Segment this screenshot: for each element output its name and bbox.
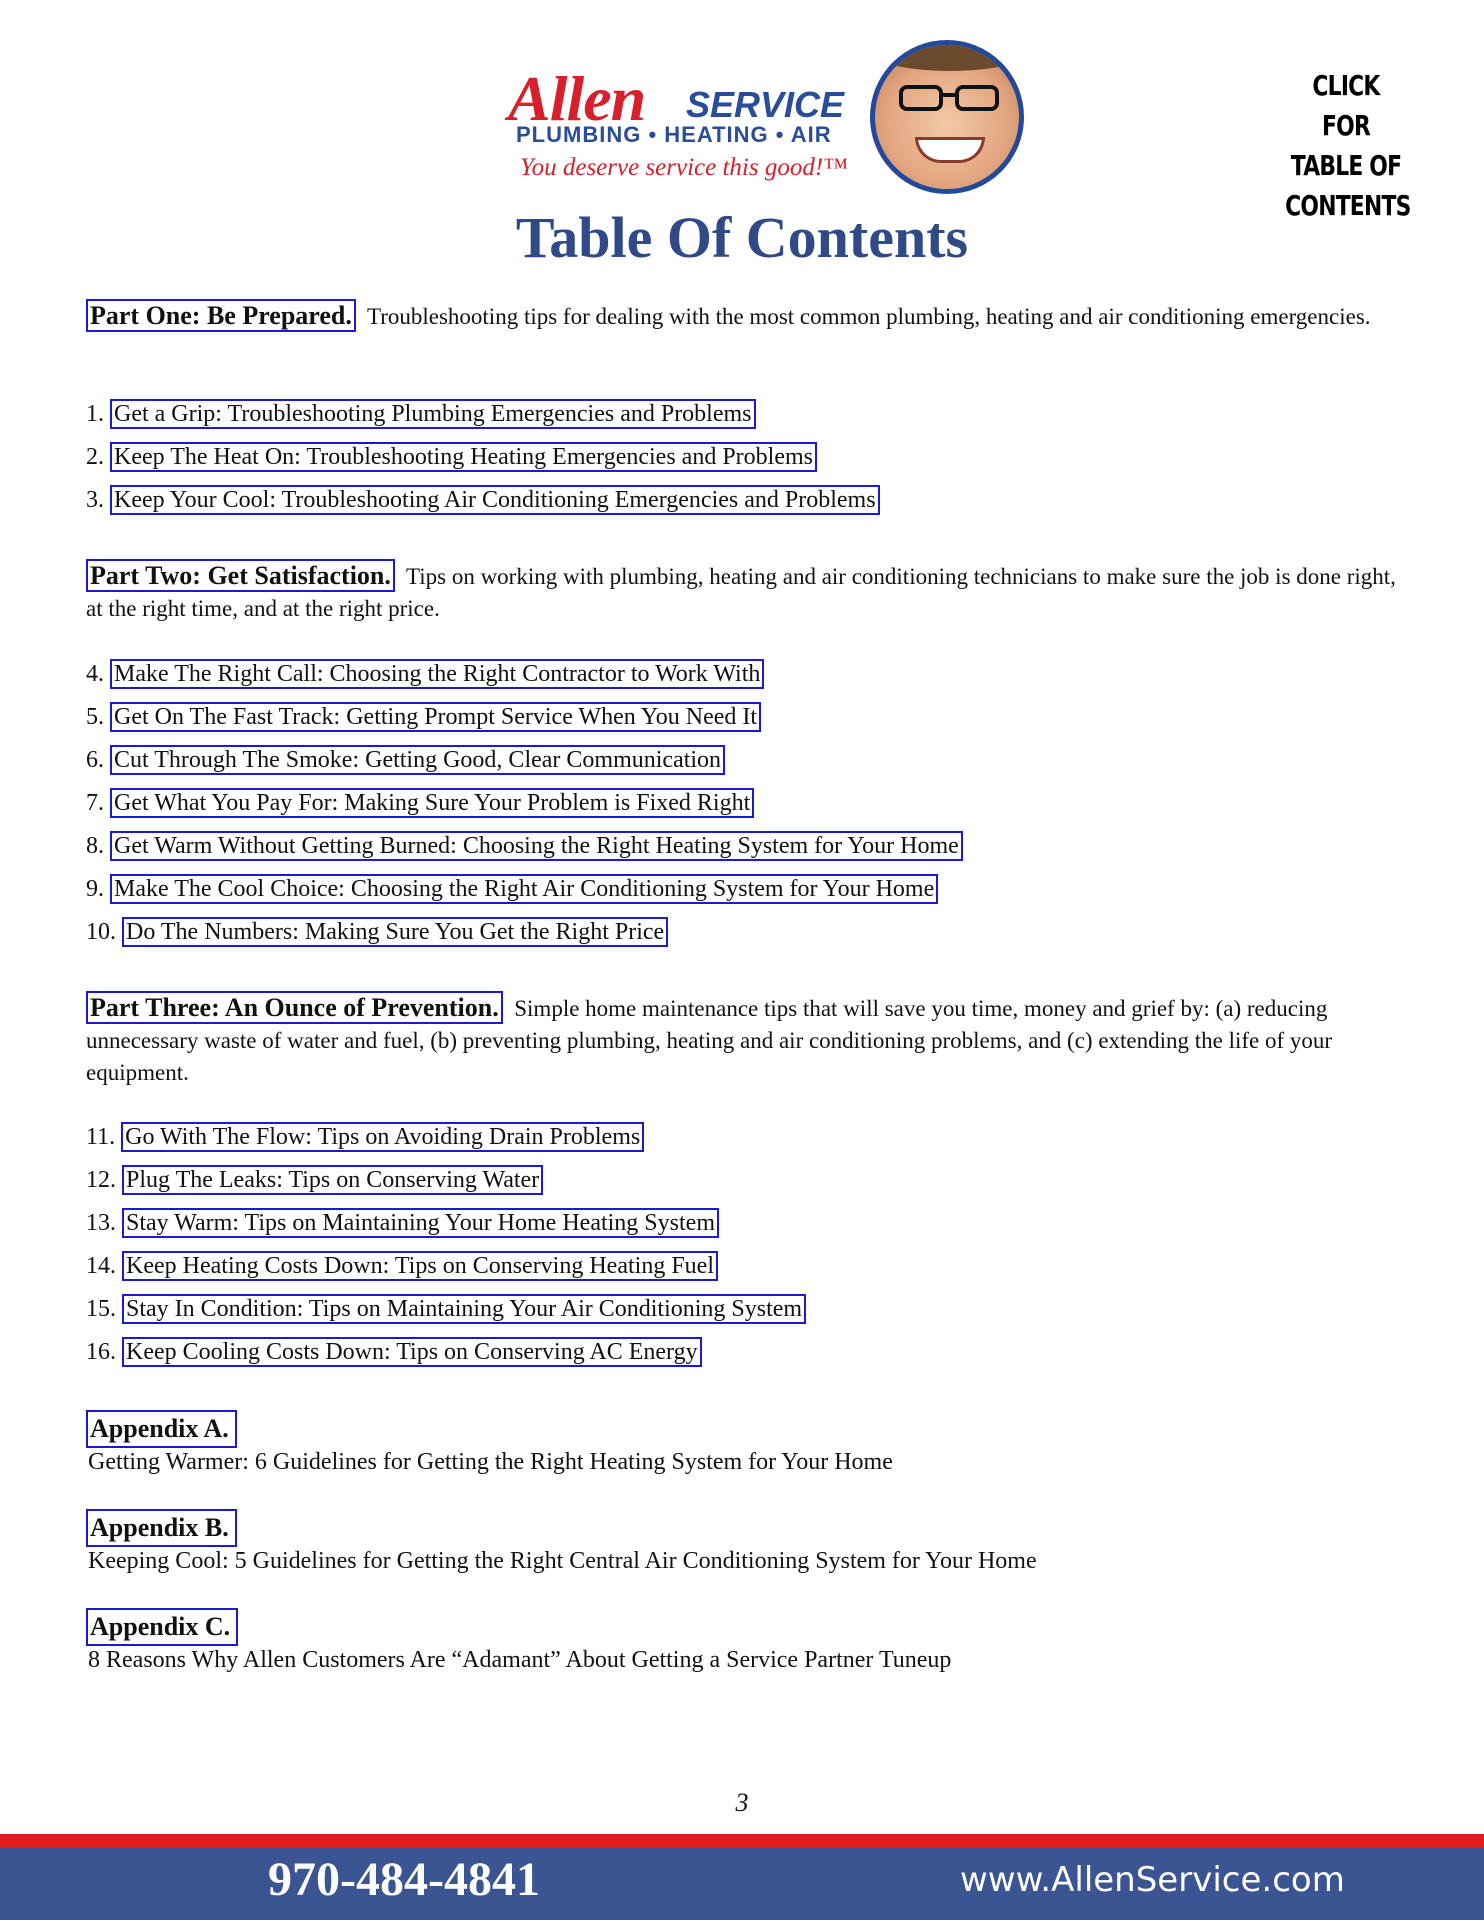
appendix-a-description: Getting Warmer: 6 Guidelines for Getting the Right Heating System for Your Home — [88, 1449, 893, 1475]
appendix-b-description: Keeping Cool: 5 Guidelines for Getting the Right Central Air Conditioning System for Your Home — [88, 1548, 1037, 1574]
part-one-intro — [86, 300, 1406, 333]
table-of-contents-link[interactable]: CLICK FOR TABLE OF CONTENTS — [1285, 69, 1411, 222]
part-three-heading-link[interactable]: Part Three: An Ounce of Prevention. — [86, 991, 503, 1024]
toc-item: 12. Plug The Leaks: Tips on Conserving Water — [86, 1164, 543, 1196]
part-three-description: Simple home maintenance tips that will save you time, money and grief by: (a) reducing unnecessary waste of water and fuel, (b) preventing plumbing, heating and air conditioning problems, and (c) extending the life of your equipment. — [86, 996, 1333, 1085]
glasses-icon — [897, 83, 1001, 113]
toc-item: 4. Make The Right Call: Choosing the Right Contractor to Work With — [86, 658, 764, 690]
toc-item: 10. Do The Numbers: Making Sure You Get the Right Price — [86, 916, 668, 948]
toc-item-link[interactable]: Stay In Condition: Tips on Maintaining Your Air Conditioning System — [122, 1294, 806, 1324]
part-three-intro — [86, 992, 1406, 1089]
toc-item-link[interactable]: Get a Grip: Troubleshooting Plumbing Emergencies and Problems — [110, 399, 756, 429]
logo-tagline: You deserve service this good!™ — [520, 154, 848, 181]
toc-item-link[interactable]: Keep Heating Costs Down: Tips on Conserving Heating Fuel — [122, 1251, 718, 1281]
toc-item-link[interactable]: Keep Your Cool: Troubleshooting Air Conditioning Emergencies and Problems — [110, 485, 880, 515]
toc-item-link[interactable]: Go With The Flow: Tips on Avoiding Drain Problems — [121, 1122, 644, 1152]
toc-item: 3. Keep Your Cool: Troubleshooting Air Conditioning Emergencies and Problems — [86, 484, 880, 516]
toc-item: 11. Go With The Flow: Tips on Avoiding Drain Problems — [86, 1121, 644, 1153]
toc-item: 13. Stay Warm: Tips on Maintaining Your Home Heating System — [86, 1207, 719, 1239]
footer-bar — [0, 1848, 1484, 1920]
toc-item-link[interactable]: Do The Numbers: Making Sure You Get the Right Price — [122, 917, 668, 947]
toc-item-link[interactable]: Stay Warm: Tips on Maintaining Your Home Heating System — [122, 1208, 719, 1238]
footer-accent-stripe — [0, 1834, 1484, 1848]
appendix-a-link[interactable]: Appendix A. — [86, 1410, 237, 1448]
toc-item-link[interactable]: Get On The Fast Track: Getting Prompt Service When You Need It — [110, 702, 761, 732]
logo-brand: Allen — [508, 63, 646, 134]
toc-item-link[interactable]: Make The Right Call: Choosing the Right Contractor to Work With — [110, 659, 764, 689]
logo-service: SERVICE — [686, 84, 845, 125]
phone-number[interactable]: 970-484-4841 — [268, 1853, 540, 1906]
toc-item-link[interactable]: Keep The Heat On: Troubleshooting Heating Emergencies and Problems — [110, 442, 817, 472]
part-two-description: Tips on working with plumbing, heating and air conditioning technicians to make sure the job is done right, at the right time, and at the right price. — [86, 564, 1396, 621]
appendix-b-link[interactable]: Appendix B. — [86, 1509, 237, 1547]
part-one-description: Troubleshooting tips for dealing with the most common plumbing, heating and air conditioning emergencies. — [366, 304, 1371, 329]
toc-item-link[interactable]: Cut Through The Smoke: Getting Good, Clear Communication — [110, 745, 725, 775]
appendix-c-description: 8 Reasons Why Allen Customers Are “Adamant” About Getting a Service Partner Tuneup — [88, 1647, 952, 1673]
toc-item-link[interactable]: Get What You Pay For: Making Sure Your Problem is Fixed Right — [110, 788, 754, 818]
toc-item: 7. Get What You Pay For: Making Sure Your Problem is Fixed Right — [86, 787, 754, 819]
toc-item: 15. Stay In Condition: Tips on Maintaining Your Air Conditioning System — [86, 1293, 806, 1325]
toc-item: 16. Keep Cooling Costs Down: Tips on Conserving AC Energy — [86, 1336, 702, 1368]
toc-item: 8. Get Warm Without Getting Burned: Choosing the Right Heating System for Your Home — [86, 830, 963, 862]
toc-item: 1. Get a Grip: Troubleshooting Plumbing Emergencies and Problems — [86, 398, 756, 430]
toc-item-link[interactable]: Get Warm Without Getting Burned: Choosing the Right Heating System for Your Home — [110, 831, 963, 861]
appendix-c-link[interactable]: Appendix C. — [86, 1608, 238, 1646]
smiling-woman-photo — [870, 40, 1024, 194]
toc-item: 5. Get On The Fast Track: Getting Prompt Service When You Need It — [86, 701, 761, 733]
part-two-heading-link[interactable]: Part Two: Get Satisfaction. — [86, 559, 395, 592]
logo-trades: PLUMBING • HEATING • AIR — [516, 122, 832, 147]
toc-item: 2. Keep The Heat On: Troubleshooting Heating Emergencies and Problems — [86, 441, 817, 473]
toc-item: 6. Cut Through The Smoke: Getting Good, Clear Communication — [86, 744, 725, 776]
page-title: Table Of Contents — [515, 205, 969, 270]
toc-item-link[interactable]: Plug The Leaks: Tips on Conserving Water — [122, 1165, 543, 1195]
toc-item-link[interactable]: Make The Cool Choice: Choosing the Right Air Conditioning System for Your Home — [110, 874, 938, 904]
toc-item: 9. Make The Cool Choice: Choosing the Right Air Conditioning System for Your Home — [86, 873, 938, 905]
part-one-heading-link[interactable]: Part One: Be Prepared. — [86, 299, 356, 332]
part-two-intro — [86, 560, 1406, 625]
page-number: 3 — [735, 1788, 749, 1817]
website-link[interactable]: www.AllenService.com — [960, 1860, 1345, 1900]
toc-item-link[interactable]: Keep Cooling Costs Down: Tips on Conserving AC Energy — [122, 1337, 702, 1367]
toc-item: 14. Keep Heating Costs Down: Tips on Conserving Heating Fuel — [86, 1250, 718, 1282]
allen-service-logo — [508, 40, 1028, 210]
